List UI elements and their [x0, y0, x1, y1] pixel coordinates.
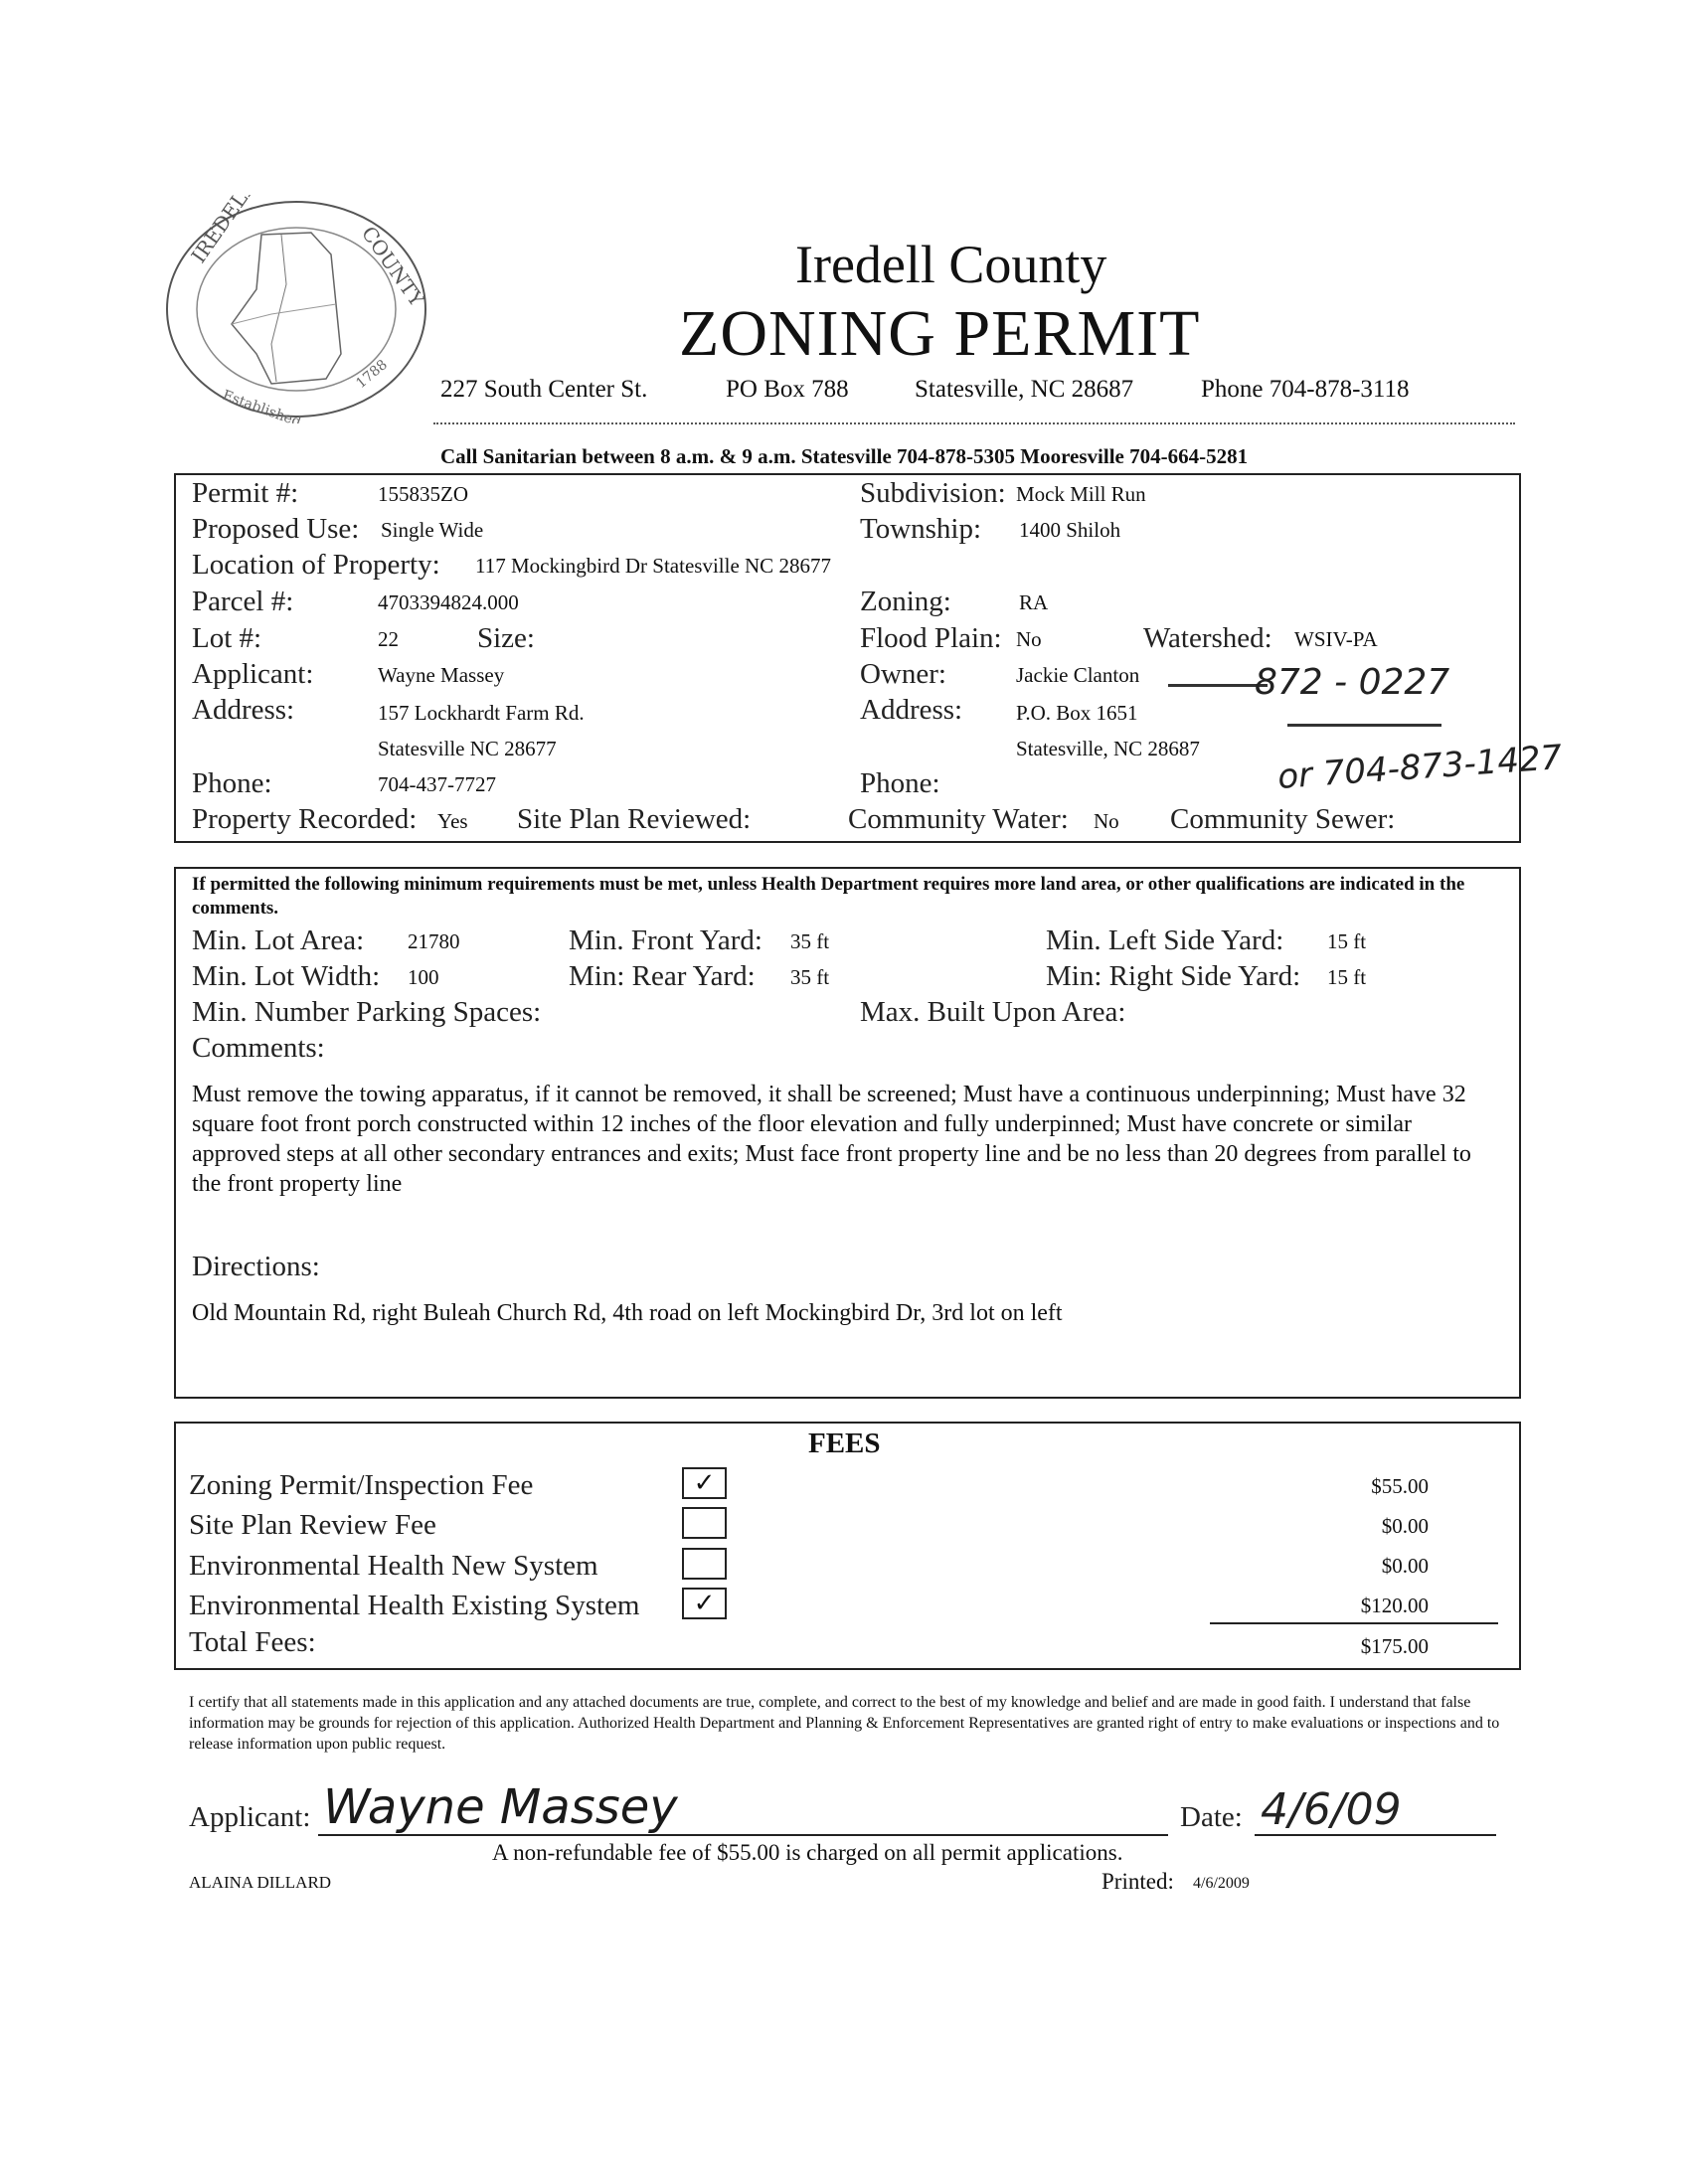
min-left-yard-label: Min. Left Side Yard:	[1046, 924, 1284, 956]
svg-text:IREDELL: IREDELL	[186, 195, 260, 267]
applicant-address-label: Address:	[192, 694, 295, 726]
location-value: 117 Mockingbird Dr Statesville NC 28677	[475, 554, 831, 578]
subdivision-value: Mock Mill Run	[1016, 482, 1146, 506]
fees-title: FEES	[808, 1428, 881, 1459]
date-label: Date:	[1180, 1801, 1243, 1833]
min-lot-area-label: Min. Lot Area:	[192, 924, 365, 956]
min-front-yard-value: 35 ft	[790, 929, 830, 953]
community-water-label: Community Water:	[848, 803, 1069, 835]
applicant-label: Applicant:	[192, 658, 314, 690]
proposed-use-label: Proposed Use:	[192, 513, 360, 545]
site-plan-label: Site Plan Reviewed:	[517, 803, 752, 835]
office-phone: Phone 704-878-3118	[1201, 376, 1410, 403]
fee-amount-eh-existing: $120.00	[1360, 1594, 1429, 1617]
owner-address-1: P.O. Box 1651	[1016, 701, 1138, 725]
subdivision-label: Subdivision:	[860, 477, 1006, 509]
min-front-yard-label: Min. Front Yard:	[569, 924, 762, 956]
lot-value: 22	[378, 627, 399, 651]
fee-total-rule	[1210, 1622, 1498, 1624]
min-lot-width-label: Min. Lot Width:	[192, 960, 381, 992]
parcel-label: Parcel #:	[192, 586, 294, 617]
owner-address-label: Address:	[860, 694, 963, 726]
size-label: Size:	[477, 622, 535, 654]
min-lot-width-value: 100	[408, 965, 439, 989]
fee-label-zoning: Zoning Permit/Inspection Fee	[189, 1469, 534, 1501]
applicant-phone-label: Phone:	[192, 767, 272, 799]
parcel-value: 4703394824.000	[378, 590, 519, 614]
header-divider	[433, 422, 1515, 424]
owner-address-2: Statesville, NC 28687	[1016, 737, 1200, 760]
page-title: ZONING PERMIT	[679, 297, 1201, 370]
fee-amount-eh-new: $0.00	[1381, 1554, 1429, 1578]
lot-label: Lot #:	[192, 622, 262, 654]
handwritten-alt-phone: or 704-873-1427	[1275, 738, 1564, 797]
county-name: Iredell County	[795, 235, 1107, 294]
printed-label: Printed:	[1101, 1869, 1174, 1894]
sanitarian-notice: Call Sanitarian between 8 a.m. & 9 a.m. Statesville 704-878-5305 Mooresville 704-664-5281	[440, 444, 1249, 468]
applicant-address-2: Statesville NC 28677	[378, 737, 557, 760]
fee-checkbox-zoning[interactable]: ✓	[682, 1467, 727, 1499]
certification-text: I certify that all statements made in this application and any attached documents are true, complete, and correct to the best of my knowledge and belief and are made in good faith. I understand that false information may be grounds for rejection of this application. Authorized Health Department and Planning & Enforcement Representatives are granted right of entry to make evaluations or inspections and to release information upon public request.	[189, 1694, 1500, 1753]
county-seal-graphic	[162, 195, 430, 423]
min-parking-label: Min. Number Parking Spaces:	[192, 996, 542, 1028]
fee-amount-site-plan: $0.00	[1381, 1514, 1429, 1538]
flood-plain-value: No	[1016, 627, 1042, 651]
min-left-yard-value: 15 ft	[1327, 929, 1367, 953]
comments-text: Must remove the towing apparatus, if it cannot be removed, it shall be screened; Must have a continuous underpinning; Must have 32 square foot front porch constructed within 12 inches of the floor elevation and fully underpinned; Must have concrete or similar approved steps at all other secondary entrances and exits; Must face front property line and be no less than 20 degrees from parallel to the front property line	[192, 1082, 1471, 1197]
directions-label: Directions:	[192, 1251, 320, 1282]
fee-checkbox-eh-existing[interactable]: ✓	[682, 1588, 727, 1619]
min-rear-yard-label: Min: Rear Yard:	[569, 960, 756, 992]
applicant-name: Wayne Massey	[378, 663, 505, 687]
comments-label: Comments:	[192, 1032, 325, 1064]
fee-label-eh-new: Environmental Health New System	[189, 1550, 598, 1582]
office-po-box: PO Box 788	[726, 376, 849, 403]
total-fees-label: Total Fees:	[189, 1626, 316, 1658]
office-city: Statesville, NC 28687	[915, 376, 1134, 403]
owner-label: Owner:	[860, 658, 946, 690]
township-value: 1400 Shiloh	[1019, 518, 1121, 542]
requirements-intro: If permitted the following minimum requirements must be met, unless Health Department requires more land area, or other qualifications are indicated in the comments.	[192, 874, 1465, 919]
fee-label-eh-existing: Environmental Health Existing System	[189, 1590, 640, 1621]
svg-text:COUNTY: COUNTY	[356, 222, 429, 311]
fee-checkbox-site-plan[interactable]	[682, 1507, 727, 1539]
zoning-value: RA	[1019, 590, 1049, 614]
watershed-label: Watershed:	[1143, 622, 1272, 654]
community-water-value: No	[1094, 809, 1119, 833]
min-right-yard-value: 15 ft	[1327, 965, 1367, 989]
applicant-address-1: 157 Lockhardt Farm Rd.	[378, 701, 585, 725]
handwritten-underline	[1287, 724, 1441, 727]
proposed-use-value: Single Wide	[381, 518, 484, 542]
nonrefundable-notice: A non-refundable fee of $55.00 is charged on all permit applications.	[492, 1840, 1123, 1865]
min-lot-area-value: 21780	[408, 929, 460, 953]
printed-date: 4/6/2009	[1193, 1875, 1250, 1892]
applicant-phone: 704-437-7727	[378, 772, 496, 796]
county-seal	[162, 195, 430, 423]
zoning-label: Zoning:	[860, 586, 951, 617]
flood-plain-label: Flood Plain:	[860, 622, 1002, 654]
directions-text: Old Mountain Rd, right Buleah Church Rd, 4th road on left Mockingbird Dr, 3rd lot on left	[192, 1300, 1063, 1326]
handwritten-dash	[1168, 684, 1268, 687]
watershed-value: WSIV-PA	[1294, 627, 1378, 651]
location-label: Location of Property:	[192, 549, 440, 581]
permit-number: 155835ZO	[378, 482, 468, 506]
owner-name: Jackie Clanton	[1016, 663, 1140, 687]
svg-text:1788: 1788	[353, 356, 391, 393]
handwritten-owner-phone: 872 - 0227	[1255, 662, 1450, 703]
min-rear-yard-value: 35 ft	[790, 965, 830, 989]
permit-number-label: Permit #:	[192, 477, 299, 509]
owner-phone-label: Phone:	[860, 767, 940, 799]
max-built-upon-label: Max. Built Upon Area:	[860, 996, 1126, 1028]
applicant-signature-label: Applicant:	[189, 1801, 311, 1833]
office-address: 227 South Center St.	[440, 376, 648, 403]
applicant-signature: Wayne Massey	[323, 1779, 678, 1835]
signature-date: 4/6/09	[1261, 1784, 1402, 1835]
clerk-name: ALAINA DILLARD	[189, 1873, 332, 1892]
property-recorded-value: Yes	[437, 809, 468, 833]
fee-checkbox-eh-new[interactable]	[682, 1548, 727, 1580]
svg-text:Established: Established	[220, 387, 303, 423]
min-right-yard-label: Min: Right Side Yard:	[1046, 960, 1301, 992]
community-sewer-label: Community Sewer:	[1170, 803, 1396, 835]
property-recorded-label: Property Recorded:	[192, 803, 418, 835]
township-label: Township:	[860, 513, 982, 545]
fee-label-site-plan: Site Plan Review Fee	[189, 1509, 436, 1541]
fee-amount-zoning: $55.00	[1371, 1474, 1429, 1498]
total-fees-amount: $175.00	[1360, 1634, 1429, 1658]
